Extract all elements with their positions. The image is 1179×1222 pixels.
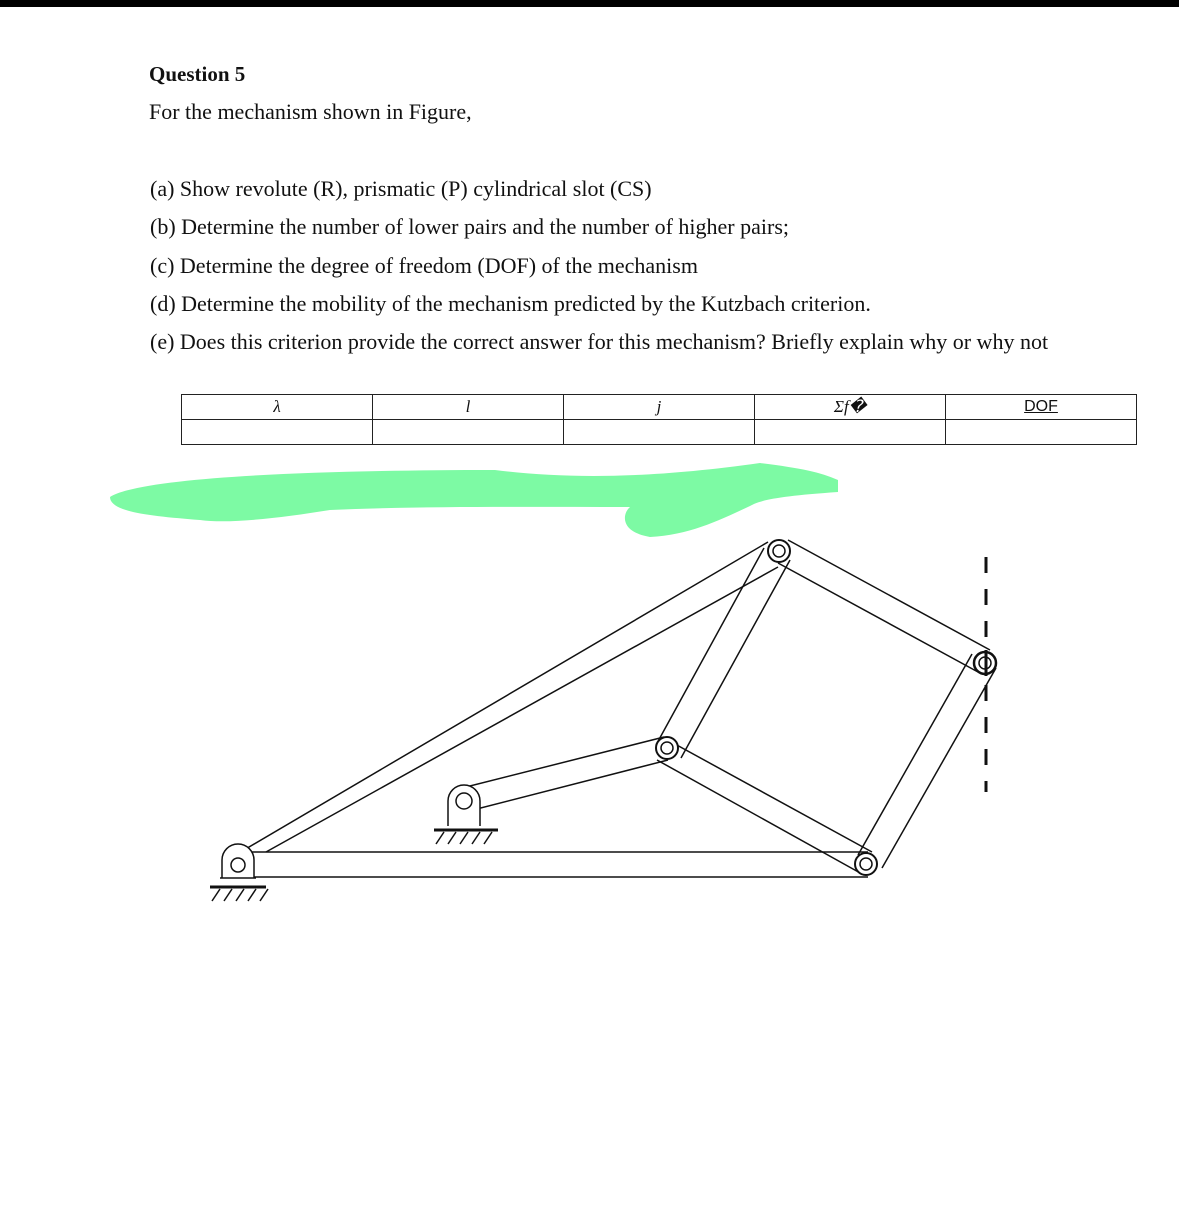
upper-right-link [778, 540, 990, 672]
ground-link [252, 852, 868, 877]
slider-pin [974, 650, 996, 676]
bottom-right-pin [855, 853, 877, 875]
crank-link [458, 737, 668, 812]
lower-middle-link [657, 738, 872, 874]
part-b: (b) Determine the number of lower pairs and the number of higher pairs; [150, 214, 790, 240]
right-link [858, 654, 996, 868]
header-lambda: λ [182, 395, 373, 420]
part-a: (a) Show revolute (R), prismatic (P) cylindrical slot (CS) [150, 176, 652, 201]
middle-pin [656, 737, 678, 759]
question-intro: For the mechanism shown in Figure, [149, 99, 472, 124]
middle-ground-pivot [434, 785, 498, 844]
top-pin [768, 540, 790, 562]
part-d: (d) Determine the mobility of the mechanism predicted by the Kutzbach criterion. [150, 290, 871, 316]
header-links: l [373, 395, 564, 420]
part-e: (e) Does this criterion provide the correct answer for this mechanism? Briefly explain why or why not [150, 329, 1049, 355]
header-dof: DOF [946, 395, 1137, 420]
upper-middle-link [656, 548, 790, 758]
question-title: Question 5 [149, 62, 246, 86]
diagonal-link [232, 542, 778, 857]
header-joints: j [564, 395, 755, 420]
header-sum-freedoms: Σf� [755, 395, 946, 420]
part-c: (c) Determine the degree of freedom (DOF) of the mechanism [150, 252, 698, 278]
